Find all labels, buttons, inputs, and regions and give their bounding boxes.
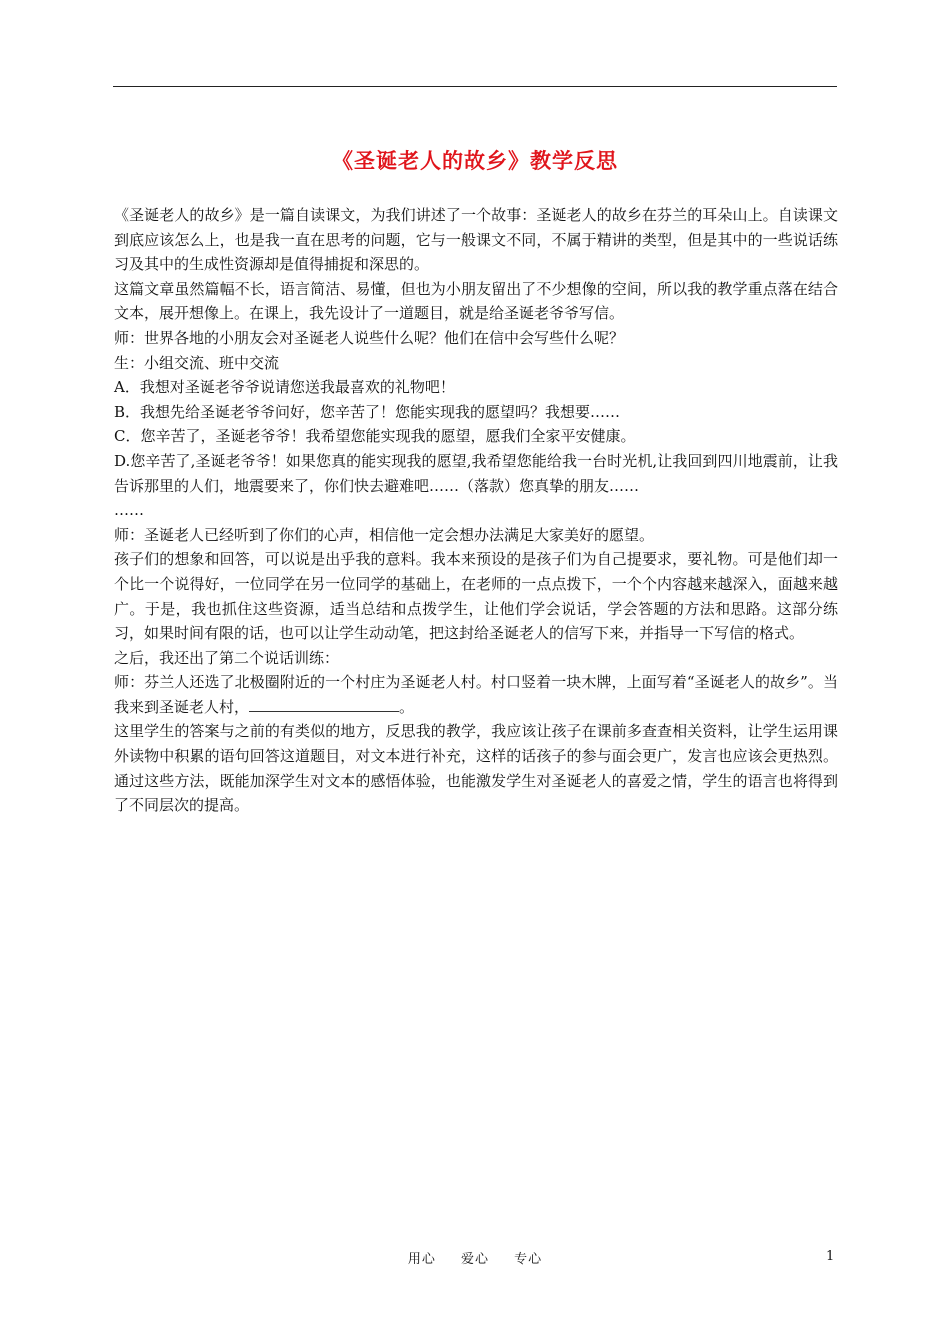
fill-in-question-end: 。	[399, 697, 415, 716]
paragraph: A．我想对圣诞老爷爷说请您送我最喜欢的礼物吧！	[114, 378, 455, 397]
paragraph: 孩子们的想象和回答，可以说是出乎我的意料。我本来预设的是孩子们为自己提要求，要礼物。可是他们却一个比一个说得好，一位同学在另一位同学的基础上，在老师的一点点拨下，一个个内容越来越深入，面越来越广。于是，我也抓住这些资源，适当总结和点拨学生，让他们学会说话，学会答题的方法和思路。这部分练习，如果时间有限的话，也可以让学生动动笔，把这封给圣诞老人的信写下来，并指导一下写信的格式。	[114, 550, 838, 643]
header-rule	[113, 86, 837, 87]
closing-paragraph: 这里学生的答案与之前的有类似的地方，反思我的教学，我应该让孩子在课前多查查相关资料，让学生运用课外读物中积累的语句回答这道题目，对文本进行补充，这样的话孩子的参与面会更广，发言也应该会更热烈。通过这些方法，既能加深学生对文本的感悟体验，也能激发学生对圣诞老人的喜爱之情，学生的语言也将得到了不同层次的提高。	[114, 722, 838, 815]
paragraph: 师：世界各地的小朋友会对圣诞老人说些什么呢？他们在信中会写些什么呢？	[114, 328, 625, 347]
footer-motto: 用心 爱心 专心	[407, 1252, 543, 1267]
paragraph: ……	[114, 501, 144, 520]
document-body	[114, 203, 838, 818]
document-title: 《圣诞老人的故乡》教学反思	[332, 149, 618, 173]
paragraph: 之后，我还出了第二个说话训练：	[114, 648, 340, 667]
page-number: 1	[826, 1249, 835, 1264]
fill-in-question-text: 师：芬兰人还选了北极圈附近的一个村庄为圣诞老人村。村口竖着一块木牌，上面写着“圣诞老人的故乡”。当我来到圣诞老人村，	[114, 673, 838, 716]
paragraph: C．您辛苦了，圣诞老爷爷！我希望您能实现我的愿望，愿我们全家平安健康。	[114, 427, 636, 446]
paragraph: 生：小组交流、班中交流	[114, 353, 280, 372]
paragraph: D.您辛苦了,圣诞老爷爷！如果您真的能实现我的愿望,我希望您能给我一台时光机,让我回到四川地震前，让我告诉那里的人们，地震要来了，你们快去避难吧……（落款）您真挚的朋友……	[114, 451, 838, 495]
paragraph: 师：圣诞老人已经听到了你们的心声，相信他一定会想办法满足大家美好的愿望。	[114, 525, 655, 544]
paragraph: 《圣诞老人的故乡》是一篇自读课文，为我们讲述了一个故事：圣诞老人的故乡在芬兰的耳朵山上。自读课文到底应该怎么上，也是我一直在思考的问题，它与一般课文不同，不属于精讲的类型，但是其中的一些说话练习及其中的生成性资源却是值得捕捉和深思的。	[114, 206, 838, 274]
fill-in-question	[114, 670, 838, 719]
paragraph: 这篇文章虽然篇幅不长，语言简洁、易懂，但也为小朋友留出了不少想像的空间，所以我的教学重点落在结合文本，展开想像上。在课上，我先设计了一道题目，就是给圣诞老爷爷写信。	[114, 279, 838, 323]
paragraph: B．我想先给圣诞老爷爷问好，您辛苦了！您能实现我的愿望吗？我想要……	[114, 402, 621, 421]
answer-blank	[249, 695, 399, 712]
